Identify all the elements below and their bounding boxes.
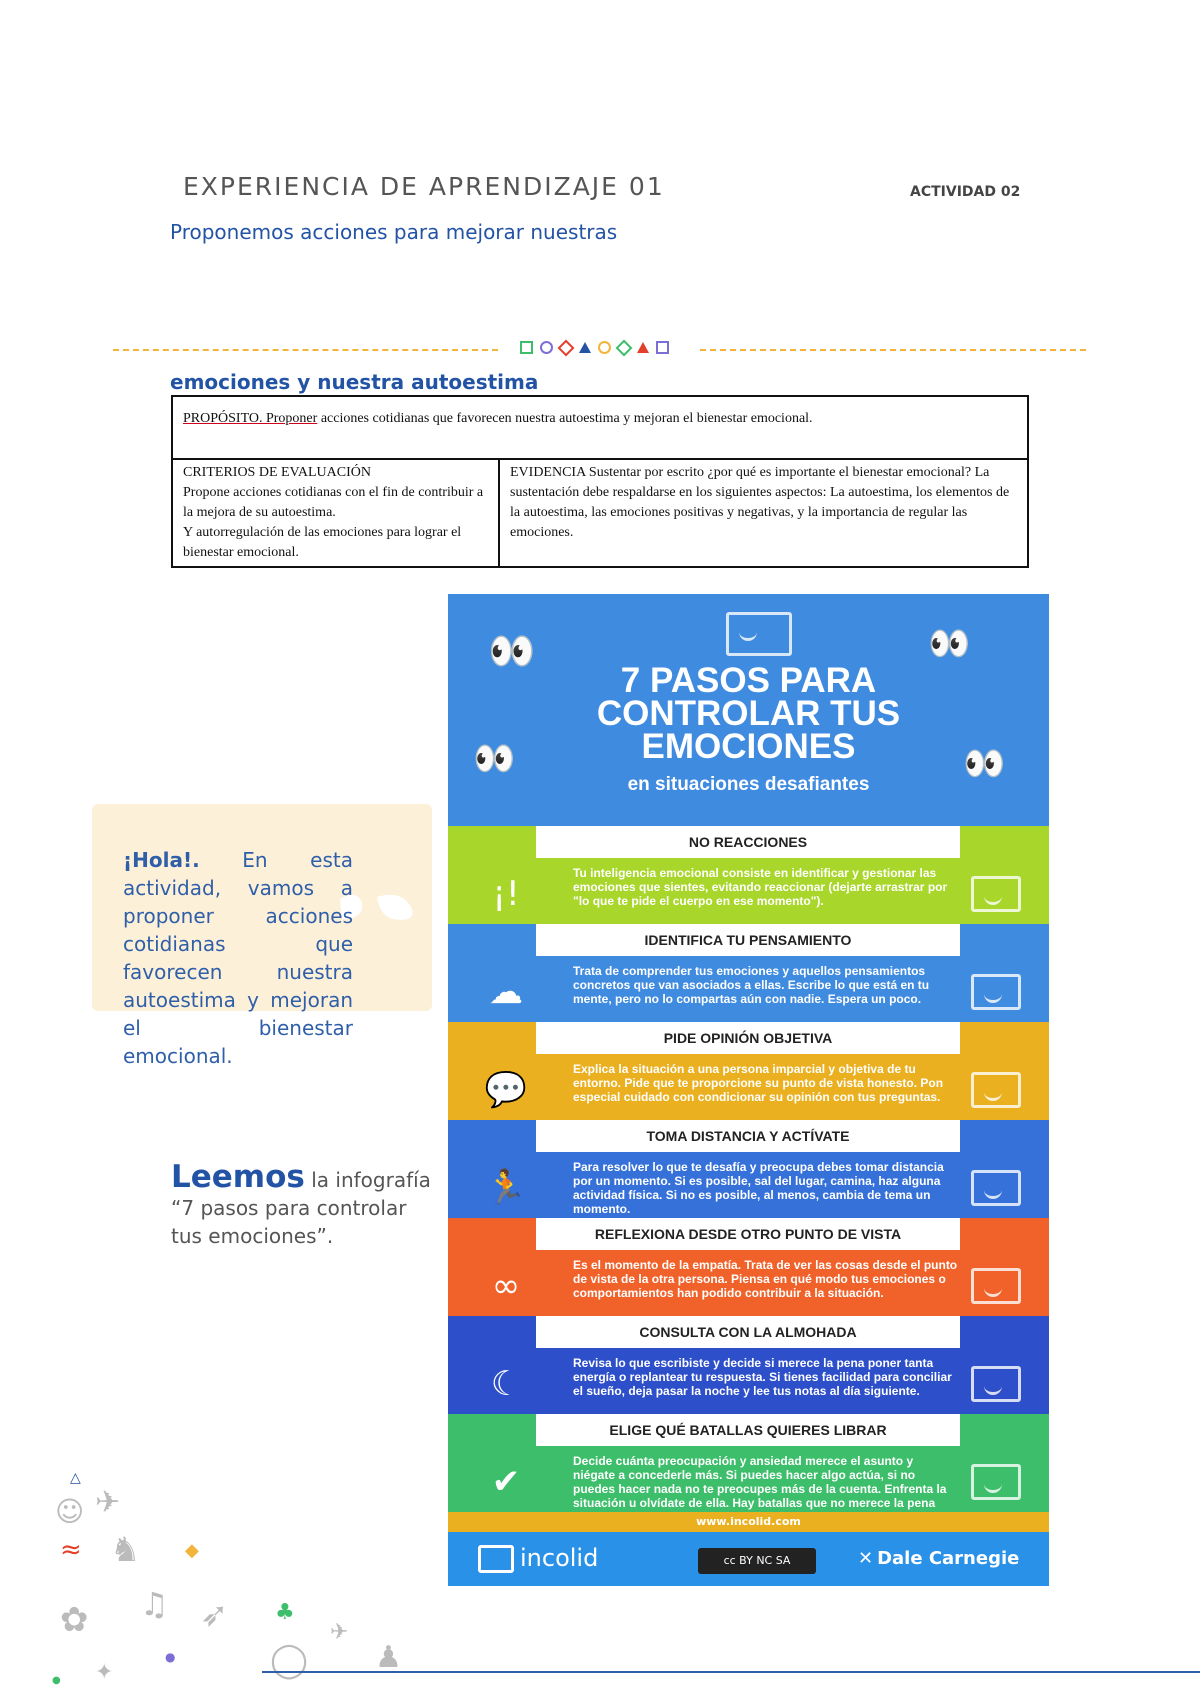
step-text: Tu inteligencia emocional consiste en identificar y gestionar las emociones que sientes, evitando reaccionar (dejarte arrastrar por "lo que te pide el cuerpo en ese momento"). xyxy=(573,866,948,908)
experience-title: EXPERIENCIA DE APRENDIZAJE 01 xyxy=(183,172,665,201)
purpose-label: PROPÓSITO. Proponer xyxy=(183,411,318,426)
infographic-title-line3: EMOCIONES xyxy=(641,727,856,766)
criteria-text-1: Propone acciones cotidianas con el fin de contribuir a la mejora de su autoestima. xyxy=(183,485,484,520)
dale-carnegie-logo: ✕ Dale Carnegie xyxy=(858,1548,1020,1569)
square-icon xyxy=(656,341,669,354)
doodle-icon: ☺ xyxy=(55,1495,85,1528)
leaf-icon: ♣ xyxy=(275,1600,295,1625)
creative-commons-badge: cc BY NC SA xyxy=(698,1548,816,1574)
dashed-divider-right xyxy=(700,349,1086,351)
step-title: TOMA DISTANCIA Y ACTÍVATE xyxy=(536,1120,960,1152)
incolid-logo xyxy=(478,1544,598,1573)
decorative-shapes xyxy=(520,341,669,354)
reading-prompt-rest: la infografía xyxy=(304,1168,431,1192)
subtitle-line-2: emociones y nuestra autoestima xyxy=(170,370,539,394)
square-icon xyxy=(520,341,533,354)
monitor-icon xyxy=(971,1072,1021,1108)
step-title: ELIGE QUÉ BATALLAS QUIERES LIBRAR xyxy=(536,1414,960,1446)
criteria-cell xyxy=(172,459,499,567)
checkmark-icon: ✔ xyxy=(491,1462,521,1502)
monitor-icon xyxy=(971,974,1021,1010)
hello-text xyxy=(123,846,353,1070)
criteria-text-2: Y autorregulación de las emociones para lograr el bienestar emocional. xyxy=(183,525,462,560)
infographic-subtitle: en situaciones desafiantes xyxy=(627,774,870,795)
purpose-text: acciones cotidianas que favorecen nuestra autoestima y mejoran el bienestar emocional. xyxy=(317,411,813,426)
monitor-icon xyxy=(971,1366,1021,1402)
step-text: Es el momento de la empatía. Trata de ver las cosas desde el punto de vista de la otra persona. Piensa en qué modo tus emociones o comportamientos han podido contribuir a la situación. xyxy=(573,1258,958,1300)
triangle-icon: △ xyxy=(70,1470,81,1486)
glasses-icon: ∞ xyxy=(491,1266,521,1306)
reading-prompt-line2: “7 pasos para controlar xyxy=(171,1196,407,1220)
diamond-icon xyxy=(558,339,575,356)
monitor-icon xyxy=(971,876,1021,912)
infographic-title xyxy=(448,661,1049,766)
plane-icon: ✈ xyxy=(330,1620,349,1645)
monitor-icon xyxy=(971,1464,1021,1500)
incolid-logo-text: incolid xyxy=(520,1544,599,1572)
eyes-icon: 👀 xyxy=(473,739,516,779)
triangle-icon xyxy=(637,342,649,353)
diamond-icon: ◆ xyxy=(185,1540,199,1561)
step-band xyxy=(448,1316,1049,1414)
step-title: REFLEXIONA DESDE OTRO PUNTO DE VISTA xyxy=(536,1218,960,1250)
infographic-title-line2: CONTROLAR TUS xyxy=(596,694,901,733)
footer-line xyxy=(262,1671,1200,1673)
activity-label: ACTIVIDAD 02 xyxy=(910,184,1021,200)
step-title: IDENTIFICA TU PENSAMIENTO xyxy=(536,924,960,956)
doodle-icon: ✦ xyxy=(95,1660,114,1685)
plane-icon: ✈ xyxy=(95,1485,121,1520)
step-text: Explica la situación a una persona imparcial y objetiva de tu entorno. Pide que te proporcione su punto de vista honesto. Pon especial cuidado con condicionar su opinión con tus preguntas. xyxy=(573,1062,944,1104)
step-text: Para resolver lo que te desafía y preocupa debes tomar distancia por un momento. Si es posible, sal del lugar, camina, haz alguna actividad física. Si no es posible, al menos, cambia de tema un momento. xyxy=(573,1160,944,1216)
step-band xyxy=(448,1022,1049,1120)
evidence-text: EVIDENCIA Sustentar por escrito ¿por qué es importante el bienestar emocional? La sustentación debe respaldarse en los siguientes aspectos: La autoestima, los elementos de la autoestima, las emociones positivas y negativas, y la importancia de regular las emociones. xyxy=(510,465,1010,540)
step-band xyxy=(448,1120,1049,1218)
dot-icon: ● xyxy=(165,1650,176,1664)
dashed-divider-left xyxy=(113,349,498,351)
dale-carnegie-logo-text: Dale Carnegie xyxy=(877,1548,1020,1569)
brain-icon: ☁ xyxy=(489,972,523,1012)
hello-body: En esta actividad, vamos a proponer acciones cotidianas que favorecen nuestra autoestima y mejoran el bienestar emocional. xyxy=(123,848,353,1068)
circle-doodle-icon: ◯ xyxy=(270,1640,309,1680)
runner-icon: 🏃 xyxy=(484,1168,528,1208)
doodle-icon: ✿ xyxy=(60,1600,89,1640)
purpose-cell xyxy=(172,396,1028,459)
hello-greeting: ¡Hola!. xyxy=(123,848,200,872)
reading-prompt-line3: tus emociones”. xyxy=(171,1224,334,1248)
monitor-icon xyxy=(726,612,792,656)
step-band xyxy=(448,924,1049,1022)
eyes-icon: 👀 xyxy=(488,629,536,673)
criteria-title: CRITERIOS DE EVALUACIÓN xyxy=(183,465,371,480)
reading-prompt-big: Leemos xyxy=(171,1159,305,1195)
rocket-icon: ➶ xyxy=(200,1595,229,1635)
step-title: PIDE OPINIÓN OBJETIVA xyxy=(536,1022,960,1054)
diamond-icon xyxy=(616,339,633,356)
step-band xyxy=(448,1414,1049,1512)
reading-prompt xyxy=(171,1159,431,1250)
step-text: Revisa lo que escribiste y decide si merece la pena poner tanta energía o replantear tu respuesta. Si tienes facilidad para conciliar el sueño, deja pasar la noche y lee tus notas al día siguiente. xyxy=(573,1356,952,1398)
exclamation-icon: ¡! xyxy=(492,874,520,914)
step-title: CONSULTA CON LA ALMOHADA xyxy=(536,1316,960,1348)
circle-icon xyxy=(540,341,553,354)
music-note-icon: ♫ xyxy=(140,1585,169,1623)
purpose-table xyxy=(171,395,1029,568)
step-text: Trata de comprender tus emociones y aquellos pensamientos concretos que van asociados a ellas. Escribe lo que está en tu mente, pero no lo compartas aún con nadie. Espera un poco. xyxy=(573,964,930,1006)
infographic-title-line1: 7 PASOS PARA xyxy=(620,661,877,700)
people-icon: ♟ xyxy=(375,1640,402,1675)
monitor-icon xyxy=(971,1268,1021,1304)
step-band xyxy=(448,1218,1049,1316)
eyes-icon: 👀 xyxy=(963,744,1006,784)
infographic-footer xyxy=(448,1512,1049,1586)
zigzag-icon: ≈ xyxy=(60,1535,82,1565)
step-text: Decide cuánta preocupación y ansiedad merece el asunto y niégate a concederle más. Si puedes hacer algo actúa, si no puedes hacer nada no te preocupes más de la cuenta. Enfrenta la situación u olvídate de ella. Hay batallas que no merece la pena xyxy=(573,1454,947,1510)
footer-url: www.incolid.com xyxy=(448,1512,1049,1532)
step-band xyxy=(448,826,1049,924)
speech-bubble-icon: 💬 xyxy=(484,1070,528,1110)
evidence-cell xyxy=(499,459,1028,567)
pillow-icon: ☾ xyxy=(490,1364,522,1404)
circle-icon xyxy=(598,341,611,354)
step-title: NO REACCIONES xyxy=(536,826,960,858)
dot-icon: ● xyxy=(52,1675,61,1686)
doodle-icon: ♞ xyxy=(110,1530,141,1570)
subtitle-line-1: Proponemos acciones para mejorar nuestras xyxy=(170,220,618,244)
infographic xyxy=(448,594,1049,1586)
triangle-icon xyxy=(579,342,591,353)
monitor-icon xyxy=(971,1170,1021,1206)
eyes-icon: 👀 xyxy=(928,624,971,664)
